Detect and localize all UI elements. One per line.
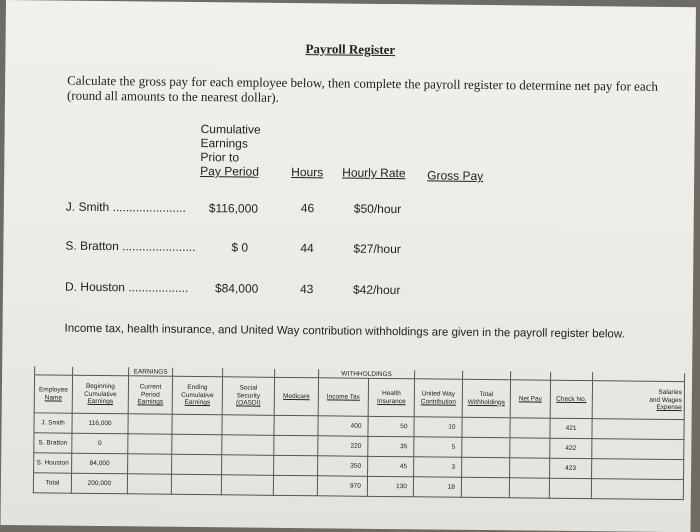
withholdings-group-label: WITHHOLDINGS xyxy=(319,369,415,379)
hours-value: 43 xyxy=(299,282,314,297)
cumulative-earnings-header xyxy=(200,122,261,179)
cumulative-header-line: Earnings xyxy=(200,136,248,151)
row-health-insurance: 50 xyxy=(368,416,414,436)
total-income-tax: 970 xyxy=(317,476,367,497)
beginning-cumulative-header: Beginning Cumulative Earnings xyxy=(72,375,128,414)
net-pay-header: Net Pay xyxy=(510,380,550,418)
row-health-insurance: 35 xyxy=(368,436,414,456)
row-united-way: 5 xyxy=(414,437,462,458)
rate-value: $42/hour xyxy=(352,282,401,298)
row-income-tax: 350 xyxy=(318,456,368,477)
total-united-way: 18 xyxy=(413,477,461,498)
employee-name: D. Houston xyxy=(64,279,126,295)
employee-name: S. Bratton xyxy=(65,238,119,254)
row-united-way: 3 xyxy=(414,457,462,478)
row-income-tax: 220 xyxy=(318,436,368,457)
income-tax-header: Income Tax xyxy=(318,378,368,417)
salaries-expense-header: Salaries and Wages Expense xyxy=(592,381,684,420)
gross-pay-header: Gross Pay xyxy=(427,168,484,184)
earnings-group-label: EARNINGS xyxy=(129,367,173,376)
social-security-header: Social Security (OASDI) xyxy=(222,377,274,416)
prior-earnings: $84,000 xyxy=(214,281,259,296)
employee-row xyxy=(66,200,186,215)
rate-value: $50/hour xyxy=(353,201,402,217)
total-withholdings-header: Total Withholdings xyxy=(462,379,510,418)
employee-row xyxy=(65,239,195,254)
row-check-no: 423 xyxy=(550,458,592,478)
dot-leader: ...................... xyxy=(122,239,196,254)
cumulative-header-line: Pay Period xyxy=(200,164,259,179)
ending-cumulative-header: Ending Cumulative Earnings xyxy=(172,376,222,415)
row-check-no: 421 xyxy=(550,418,592,438)
employee-name: J. Smith xyxy=(65,199,110,215)
total-label: Total xyxy=(33,473,71,493)
withholdings-note: Income tax, health insurance, and United Way contribution withholdings are given in the payroll register below. xyxy=(64,322,625,341)
row-united-way: 10 xyxy=(414,417,462,438)
total-beginning-earnings: 200,000 xyxy=(71,473,127,494)
row-health-insurance: 45 xyxy=(368,456,414,476)
hours-value: 44 xyxy=(300,241,314,256)
dot-leader: .................. xyxy=(128,280,189,295)
rate-value: $27/hour xyxy=(353,241,401,257)
hours-value: 46 xyxy=(300,201,315,216)
prior-earnings: $116,000 xyxy=(208,201,259,216)
cumulative-header-line: Prior to xyxy=(200,150,240,165)
current-period-header: Current Period Earnings xyxy=(128,376,172,414)
hourly-rate-header: Hourly Rate xyxy=(342,165,406,181)
employee-name-header: Employee Name xyxy=(34,375,72,413)
prior-earnings: $ 0 xyxy=(231,240,249,255)
row-beginning-earnings: 84,000 xyxy=(72,453,128,474)
united-way-header: United Way Contribution xyxy=(414,379,462,418)
row-employee-name: J. Smith xyxy=(34,413,72,433)
check-no-header: Check No. xyxy=(550,380,592,418)
row-employee-name: S. Houston xyxy=(34,453,72,473)
worksheet-page xyxy=(1,0,696,532)
page-title: Payroll Register xyxy=(305,41,396,58)
total-health-insurance: 130 xyxy=(367,476,413,496)
medicare-header: Medicare xyxy=(274,377,318,415)
row-income-tax: 400 xyxy=(318,416,368,437)
payroll-register-table xyxy=(33,366,685,500)
hours-header: Hours xyxy=(291,164,324,180)
dot-leader: ...................... xyxy=(112,200,186,215)
row-beginning-earnings: 116,000 xyxy=(72,413,128,434)
cumulative-header-line: Cumulative xyxy=(200,122,261,137)
employee-row xyxy=(65,280,189,295)
row-beginning-earnings: 0 xyxy=(72,433,128,454)
instructions-text: Calculate the gross pay for each employee below, then complete the payroll register to determine net pay for each (round all amounts to the nearest dollar). xyxy=(66,72,659,105)
row-check-no: 422 xyxy=(550,438,592,458)
health-insurance-header: Health Insurance xyxy=(368,378,414,416)
row-employee-name: S. Bratton xyxy=(34,433,72,453)
